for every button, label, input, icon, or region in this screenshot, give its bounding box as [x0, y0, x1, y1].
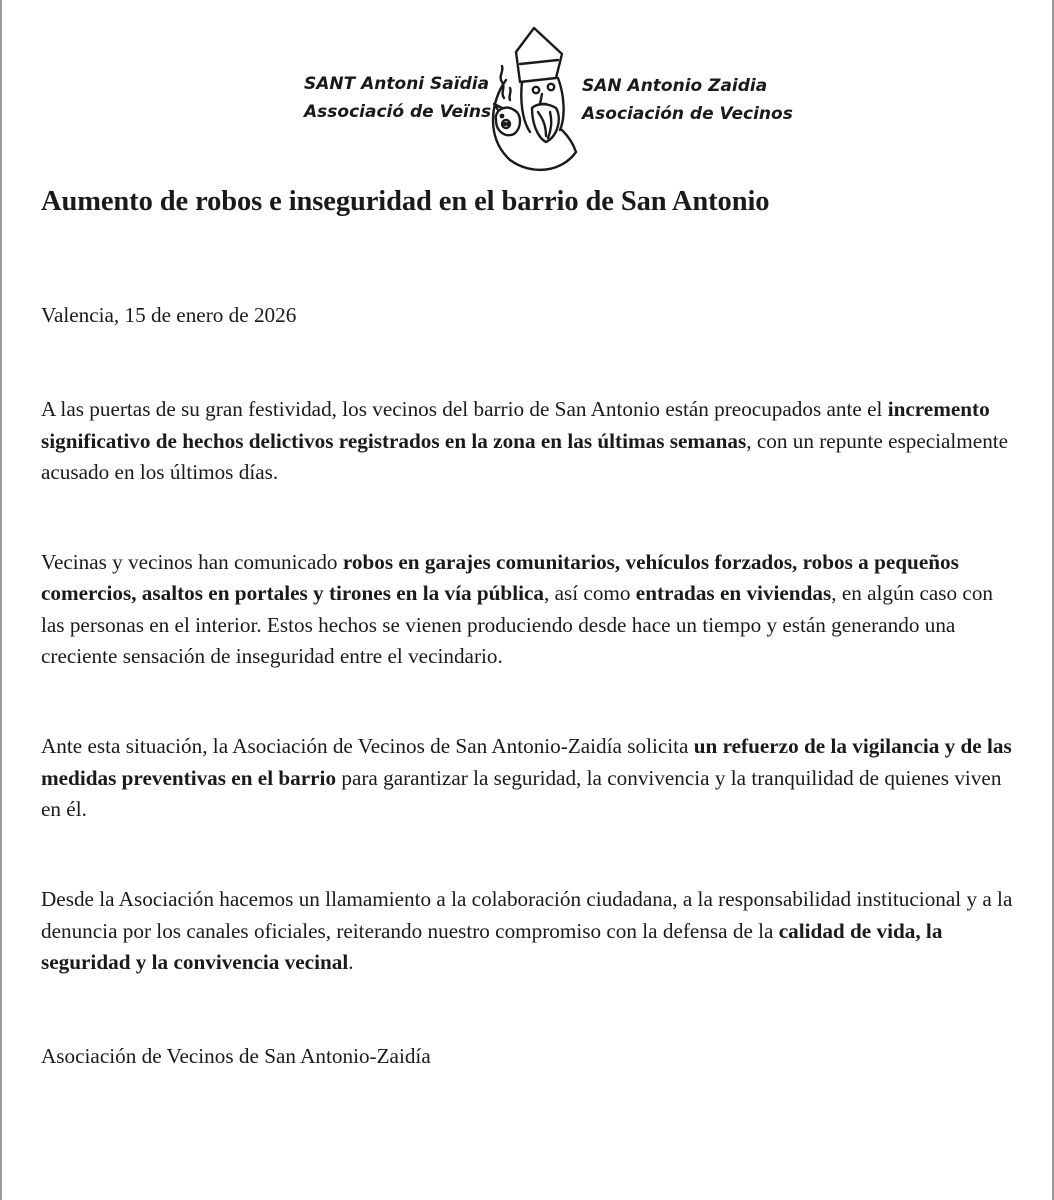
paragraph-4-text-2: . — [348, 949, 354, 974]
paragraph-4-text-1: Desde la Asociación hacemos un llamamiento a la colaboración ciudadana, a la responsabilidad institucional y a la denuncia por los canales oficiales, reiterando nuestro compromiso con la defensa de la — [41, 887, 1013, 943]
paragraph-3-text-1: Ante esta situación, la Asociación de Vecinos de San Antonio-Zaidía solicita — [41, 734, 694, 759]
signature: Asociación de Vecinos de San Antonio-Zaidía — [41, 1044, 431, 1069]
paragraph-2-text-3: , en algún caso con las personas en el interior. Estos hechos se vienen produciendo desde hace un tiempo y están generando una creciente sensación de inseguridad entre el vecindario. — [41, 581, 994, 669]
paragraph-3-text-2: para garantizar la seguridad, la convivencia y la tranquilidad de quienes viven en él. — [41, 765, 1002, 821]
paragraph-1-bold-1: incremento significativo de hechos delictivos registrados en la zona en las últimas semanas — [41, 397, 990, 453]
paragraph-1-text-1: A las puertas de su gran festividad, los vecinos del barrio de San Antonio están preocupados ante el — [41, 397, 888, 422]
logo-text-spanish-line2: Asociación de Vecinos — [582, 104, 793, 124]
document-date: Valencia, 15 de enero de 2026 — [41, 303, 297, 327]
page-border-left — [0, 0, 2, 1200]
logo-text-valencian — [304, 70, 491, 126]
logo-text-valencian-line1: SANT Antoni Saïdia — [304, 74, 490, 94]
saint-anthony-logo-icon — [476, 20, 586, 176]
logo-text-valencian-line2: Associació de Veïns — [304, 102, 492, 122]
paragraph-3 — [41, 731, 1016, 825]
paragraph-2-text-2: , así como — [544, 581, 636, 606]
paragraph-1-text-2: , con un repunte especialmente acusado en los últimos días. — [41, 428, 1009, 484]
paragraph-3-bold-1: un refuerzo de la vigilancia y de las medidas preventivas en el barrio — [41, 734, 1012, 790]
paragraph-4-bold-1: calidad de vida, la seguridad y la convivencia vecinal — [41, 918, 943, 974]
logo-text-spanish-line1: SAN Antonio Zaidia — [582, 76, 768, 96]
paragraph-2-text-1: Vecinas y vecinos han comunicado — [41, 550, 343, 575]
document-title: Aumento de robos e inseguridad en el barrio de San Antonio — [41, 186, 770, 217]
paragraph-2-bold-1: robos en garajes comunitarios, vehículos forzados, robos a pequeños comercios, asaltos en portales y tirones en la vía pública — [41, 550, 959, 606]
paragraph-2 — [41, 547, 1016, 672]
letter-body — [41, 182, 1016, 1072]
letterhead — [0, 14, 1054, 174]
paragraph-2-bold-2: entradas en viviendas — [635, 581, 832, 606]
paragraph-4 — [41, 884, 1016, 978]
paragraph-1 — [41, 394, 1016, 488]
logo-text-spanish — [582, 72, 793, 128]
